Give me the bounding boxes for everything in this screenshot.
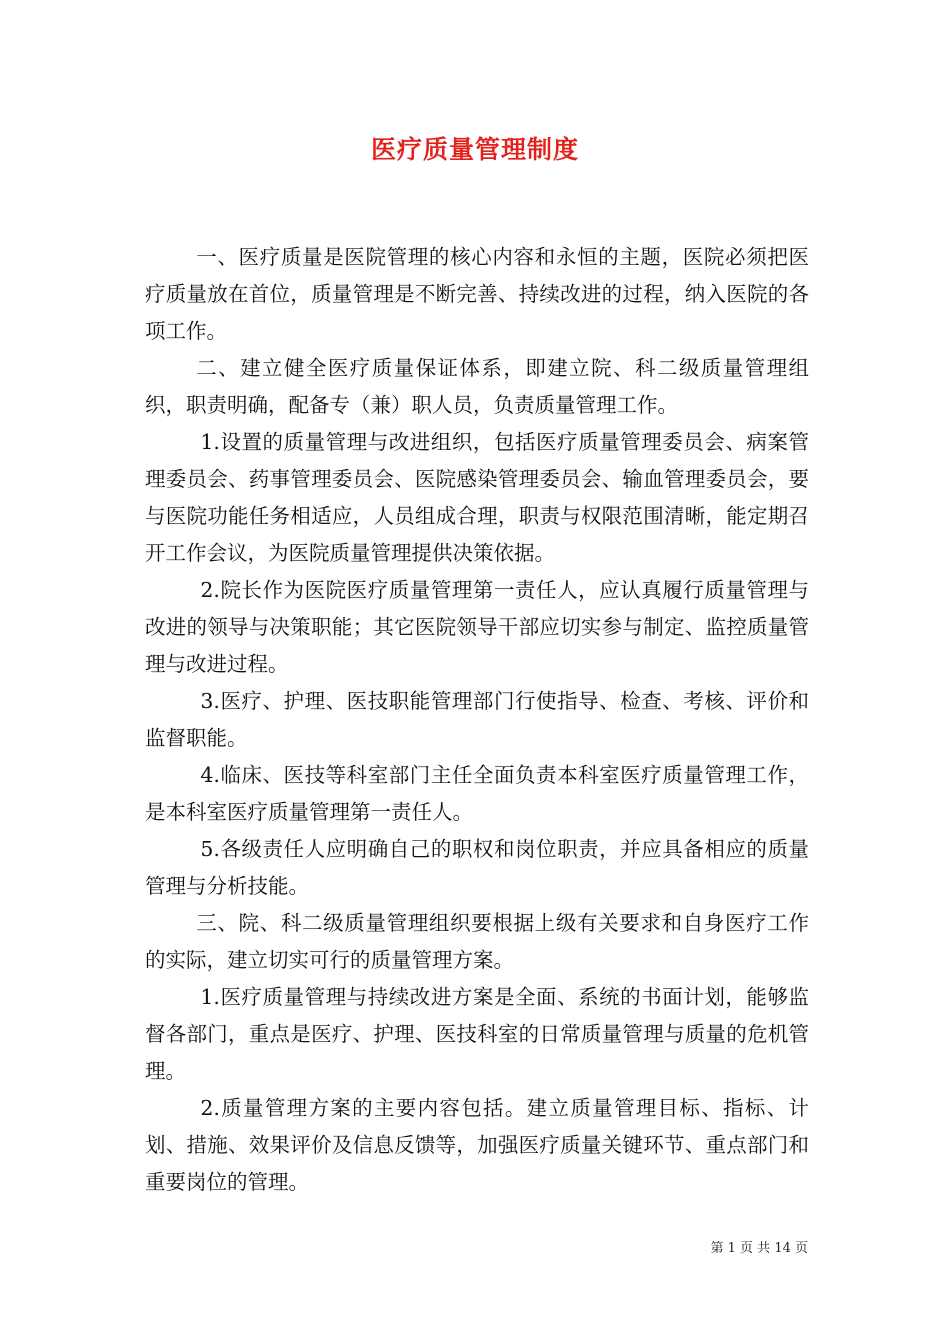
paragraph-5: 3.医疗、护理、医技职能管理部门行使指导、检查、考核、评价和监督职能。 (145, 689, 809, 750)
paragraph-1: 一、医疗质量是医院管理的核心内容和永恒的主题，医院必须把医疗质量放在首位，质量管理是不断完善、持续改进的过程，纳入医院的各项工作。 (145, 245, 809, 343)
paragraph-4: 2.院长作为医院医疗质量管理第一责任人，应认真履行质量管理与改进的领导与决策职能；其它医院领导干部应切实参与制定、监控质量管理与改进过程。 (145, 578, 809, 676)
page-number-footer: 第 1 页 共 14 页 (710, 1241, 808, 1256)
paragraph-6: 4.临床、医技等科室部门主任全面负责本科室医疗质量管理工作，是本科室医疗质量管理第一责任人。 (145, 763, 809, 824)
paragraph-8: 三、院、科二级质量管理组织要根据上级有关要求和自身医疗工作的实际，建立切实可行的质量管理方案。 (145, 911, 809, 972)
document-title: 医疗质量管理制度 (370, 135, 579, 164)
paragraph-2: 二、建立健全医疗质量保证体系，即建立院、科二级质量管理组织，职责明确，配备专（兼）职人员，负责质量管理工作。 (145, 356, 809, 417)
paragraph-10: 2.质量管理方案的主要内容包括。建立质量管理目标、指标、计划、措施、效果评价及信息反馈等，加强医疗质量关键环节、重点部门和重要岗位的管理。 (145, 1096, 809, 1194)
paragraph-3: 1.设置的质量管理与改进组织，包括医疗质量管理委员会、病案管理委员会、药事管理委员会、医院感染管理委员会、输血管理委员会，要与医院功能任务相适应，人员组成合理，职责与权限范围清晰，能定期召开工作会议，为医院质量管理提供决策依据。 (145, 430, 809, 565)
paragraph-7: 5.各级责任人应明确自己的职权和岗位职责，并应具备相应的质量管理与分析技能。 (145, 837, 809, 898)
document-body (145, 239, 809, 1201)
paragraph-9: 1.医疗质量管理与持续改进方案是全面、系统的书面计划，能够监督各部门，重点是医疗、护理、医技科室的日常质量管理与质量的危机管理。 (145, 985, 809, 1083)
